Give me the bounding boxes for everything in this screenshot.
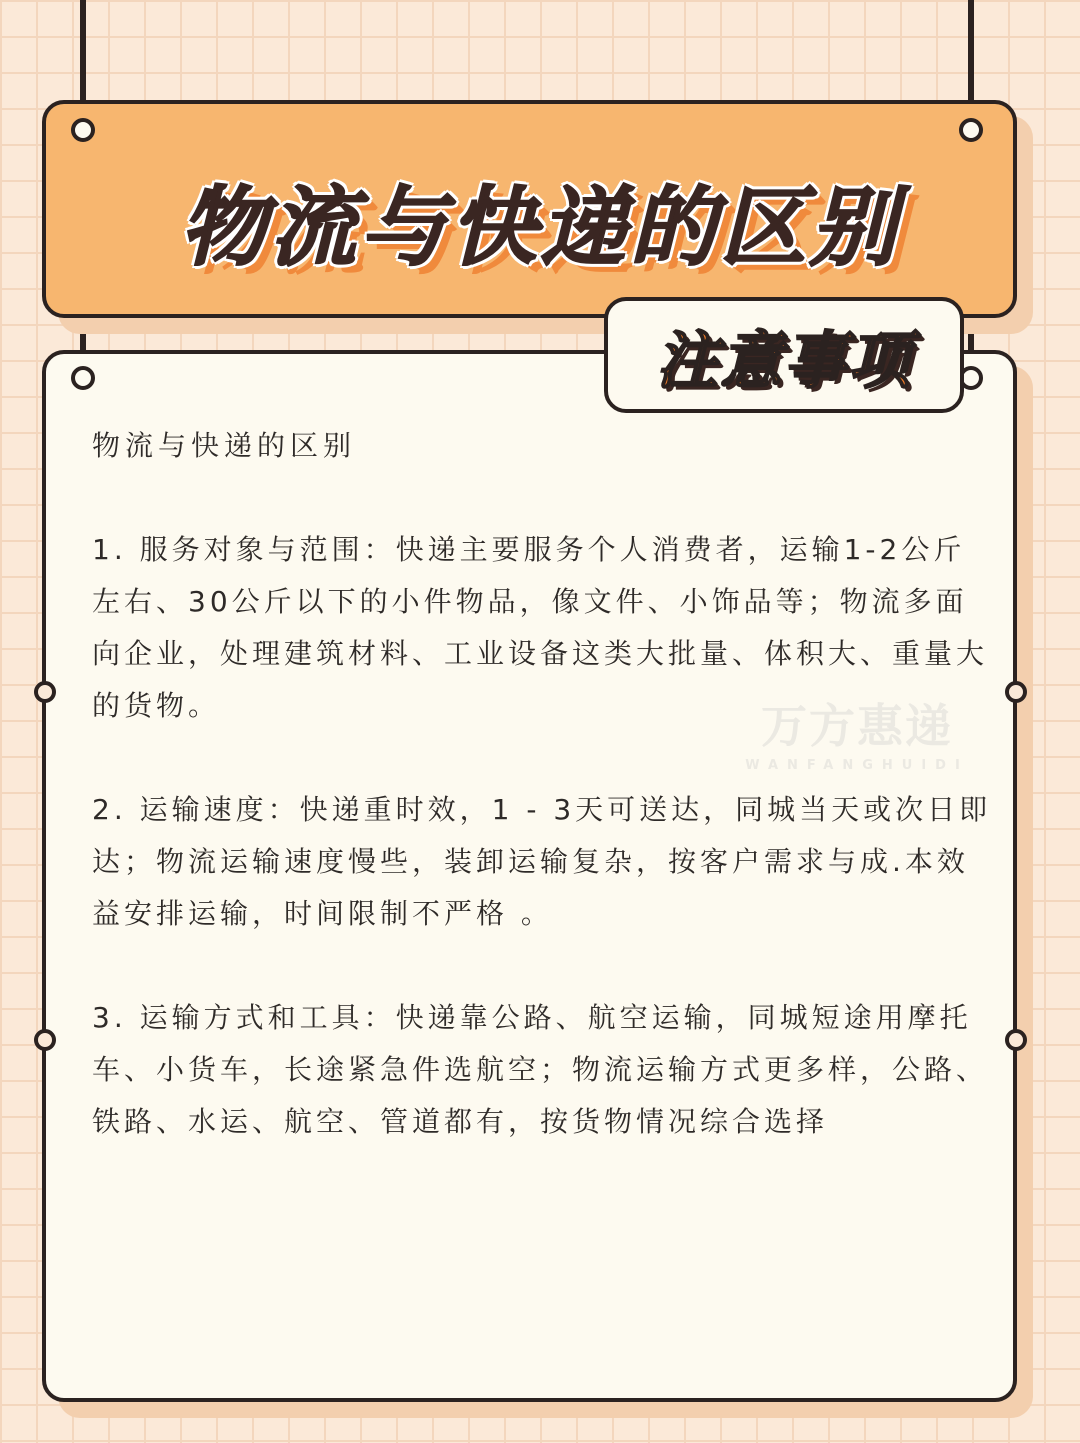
- watermark-text: 万方惠递: [761, 699, 953, 753]
- notice-tag-label: 注意事项: [655, 323, 912, 397]
- article-body: [92, 420, 992, 1200]
- banner-hole-left: [71, 118, 95, 142]
- article-paragraph: 1. 服务对象与范围：快递主要服务个人消费者，运输1-2公斤左右、30公斤以下的小件物品，像文件、小饰品等；物流多面向企业，处理建筑材料、工业设备这类大批量、体积大、重量大的货物。: [92, 533, 989, 722]
- page-title: 物流与快递的区别: [180, 178, 900, 278]
- panel-hole-left: [71, 366, 95, 390]
- panel-notch-right-1: [1005, 681, 1027, 703]
- watermark-subtext: WANFANGHUIDI: [745, 758, 969, 773]
- panel-notch-right-2: [1005, 1029, 1027, 1051]
- article-heading: 物流与快递的区别: [92, 429, 357, 462]
- panel-notch-left-2: [34, 1029, 56, 1051]
- banner-hole-right: [959, 118, 983, 142]
- notice-tag: [604, 297, 964, 413]
- article-paragraph: 2. 运输速度：快递重时效，1 - 3天可送达，同城当天或次日即达；物流运输速度慢些，装卸运输复杂，按客户需求与成.本效益安排运输，时间限制不严格 。: [92, 793, 992, 930]
- panel-notch-left-1: [34, 681, 56, 703]
- article-paragraph: 3. 运输方式和工具：快递靠公路、航空运输，同城短途用摩托车、小货车，长途紧急件选航空；物流运输方式更多样，公路、铁路、水运、航空、管道都有，按货物情况综合选择: [92, 1001, 989, 1138]
